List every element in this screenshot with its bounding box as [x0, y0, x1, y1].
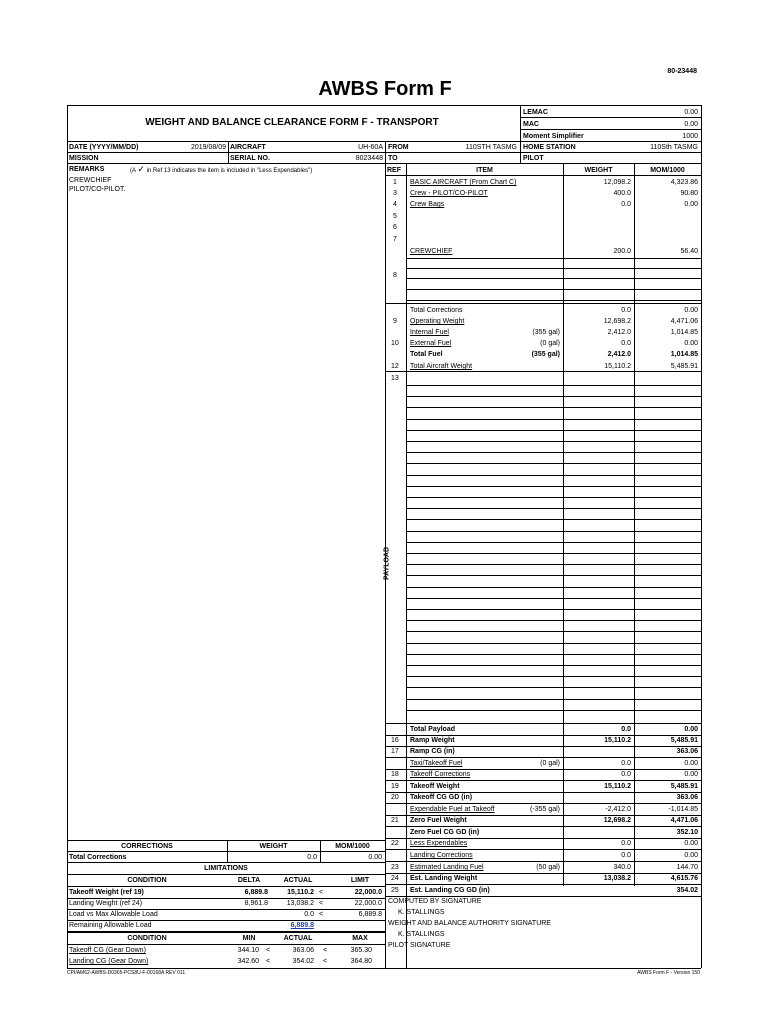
remarks-note-post: in Ref 13 indicates the item is included in "Less Expendables"): [146, 168, 313, 174]
grid-line: [385, 723, 701, 724]
col-ref-right: [406, 163, 407, 968]
bottom-item: Zero Fuel Weight: [410, 817, 467, 824]
total-aircraft-weight: 15,110.2: [604, 363, 631, 370]
cg-min: 344.10: [237, 947, 259, 954]
bottom-weight: 12,698.2: [603, 817, 631, 824]
bottom-item: Zero Fuel CG GD (in): [410, 829, 480, 836]
lemac-label: LEMAC: [523, 109, 548, 116]
corrections-label: CORRECTIONS: [121, 843, 173, 850]
total-aircraft-mom: 5,485.91: [670, 363, 698, 370]
payload-line: [406, 475, 701, 476]
row-weight: 0.0: [621, 201, 631, 208]
total-corrections-label: Total Corrections: [69, 854, 127, 861]
bottom-mom: 0.00: [684, 852, 698, 859]
bottom-item: Takeoff Weight: [410, 783, 460, 790]
cg-max: 365.30: [350, 947, 372, 954]
payload-line: [406, 710, 701, 711]
internal-fuel-item: Internal Fuel: [410, 329, 449, 336]
internal-fuel-weight: 2,412.0: [607, 329, 631, 336]
row-mom: 90.80: [680, 190, 698, 197]
serial-value: 8023448: [355, 155, 383, 162]
payload-line: [406, 575, 701, 576]
bottom-weight: 0.0: [621, 771, 631, 778]
payload-line: [406, 609, 701, 610]
form-subtitle: WEIGHT AND BALANCE CLEARANCE FORM F - TRANSPORT: [145, 117, 439, 128]
bottom-item: Taxi/Takeoff Fuel: [410, 760, 463, 767]
footer-right: AWBS Form F - Version 150: [637, 970, 700, 976]
bottom-mom: 5,485.91: [670, 737, 698, 744]
limitation-limit: 22,000.0: [354, 900, 382, 907]
row-ref: 6: [393, 224, 397, 231]
mission-label: MISSION: [69, 155, 99, 162]
grid-line: [406, 258, 701, 259]
bottom-gal: (-355 gal): [530, 806, 560, 813]
actual-label: ACTUAL: [283, 877, 313, 884]
limitation-condition: Landing Weight (ref 24): [69, 900, 143, 907]
cg-actual: 354.02: [292, 958, 314, 965]
payload-line: [406, 699, 701, 700]
bottom-item: Less Expendables: [410, 840, 468, 847]
limitations-label: LIMITATIONS: [204, 865, 248, 872]
row-ref: 7: [393, 236, 397, 243]
payload-line: [406, 631, 701, 632]
bottom-weight: 0.0: [621, 840, 631, 847]
bottom-mom: 363.06: [676, 794, 698, 801]
limitation-actual: 15,110.2: [287, 889, 314, 896]
ref-13: 13: [391, 375, 399, 382]
payload-line: [406, 519, 701, 520]
bottom-ref: 21: [391, 817, 399, 824]
from-label: FROM: [388, 144, 409, 151]
corrections-mom-label: MOM/1000: [335, 843, 370, 850]
divider: [67, 141, 701, 142]
remarks-note: [130, 164, 312, 177]
bottom-item: Landing Corrections: [410, 852, 473, 859]
cg-condition: Takeoff CG (Gear Down): [69, 947, 146, 954]
cg-operator: <: [265, 958, 271, 965]
bottom-weight: -2,412.0: [605, 806, 631, 813]
total-fuel-gal: (355 gal): [531, 351, 560, 358]
bottom-item: Expendable Fuel at Takeoff: [410, 806, 495, 813]
payload-line: [406, 385, 701, 386]
bottom-ref: 18: [391, 771, 399, 778]
grid-line: [406, 278, 701, 279]
grid-line: [385, 371, 701, 372]
bottom-weight: 340.0: [613, 864, 631, 871]
limitation-operator: <: [318, 900, 324, 907]
bottom-ref: 24: [391, 875, 399, 882]
limitation-condition: Takeoff Weight (ref 19): [69, 889, 144, 896]
bottom-weight: 13,038.2: [603, 875, 631, 882]
row-mom: 4,323.86: [670, 179, 698, 186]
operating-weight-weight: 12,698.2: [603, 318, 631, 325]
payload-line: [406, 497, 701, 498]
authority-label: WEIGHT AND BALANCE AUTHORITY SIGNATURE: [388, 920, 551, 927]
divider: [385, 141, 386, 163]
moment-value: 1000: [682, 133, 698, 140]
cg-operator: <: [322, 947, 328, 954]
bottom-mom: 4,615.76: [670, 875, 698, 882]
left-total-corr-mom: 0.00: [368, 854, 382, 861]
limitation-condition: Remaining Allowable Load: [69, 922, 152, 929]
bottom-mom: 352.10: [676, 829, 698, 836]
payload-line: [406, 419, 701, 420]
cg-condition: Landing CG (Gear Down): [69, 958, 149, 965]
bottom-ref: 19: [391, 783, 399, 790]
mom-header: MOM/1000: [650, 167, 685, 174]
ref-8: 8: [393, 272, 397, 279]
frame-top: [67, 105, 701, 106]
date-label: DATE (YYYY/MM/DD): [69, 144, 139, 151]
corrections-weight-label: WEIGHT: [259, 843, 288, 850]
remarks-note-pre: (A: [130, 168, 136, 174]
divider: [520, 105, 521, 163]
payload-line: [406, 486, 701, 487]
payload-line: [406, 441, 701, 442]
payload-line: [406, 676, 701, 677]
frame-right: [701, 105, 702, 968]
bottom-mom: 363.06: [676, 748, 698, 755]
payload-line: [406, 665, 701, 666]
pilot-signature-label: PILOT SIGNATURE: [388, 942, 451, 949]
divider: [67, 152, 701, 153]
limitation-condition: Load vs Max Allowable Load: [69, 911, 158, 918]
cg-actual: 363.06: [292, 947, 314, 954]
aircraft-value: UH-60A: [358, 144, 383, 151]
bottom-item: Ramp CG (in): [410, 748, 455, 755]
computed-by-name: K. STALLINGS: [398, 909, 445, 916]
serial-label: SERIAL NO.: [230, 155, 270, 162]
computed-by-label: COMPUTED BY SIGNATURE: [388, 898, 482, 905]
payload-line: [406, 430, 701, 431]
total-corrections-mom: 0.00: [684, 307, 698, 314]
bottom-mom: 0.00: [684, 771, 698, 778]
operating-weight-mom: 4,471.06: [670, 318, 698, 325]
bottom-weight: 0.0: [621, 852, 631, 859]
bottom-mom: 354.02: [676, 887, 698, 894]
limit-label: LIMIT: [350, 877, 370, 884]
total-aircraft-item: Total Aircraft Weight: [410, 363, 473, 370]
payload-line: [406, 687, 701, 688]
max-label: MAX: [352, 935, 368, 942]
payload-line: [406, 463, 701, 464]
from-value: 110STH TASMG: [465, 144, 517, 151]
total-fuel-item: Total Fuel: [410, 351, 443, 358]
cg-operator: <: [322, 958, 328, 965]
frame-left: [67, 105, 68, 968]
home-station-label: HOME STATION: [523, 144, 576, 151]
weight-header: WEIGHT: [584, 167, 613, 174]
external-fuel-item: External Fuel: [410, 340, 452, 347]
payload-line: [406, 508, 701, 509]
row-item: Crew Bags: [410, 201, 445, 208]
check-icon: ✓: [137, 164, 145, 174]
payload-line: [406, 407, 701, 408]
payload-line: [406, 643, 701, 644]
bottom-weight: 15,110.2: [604, 783, 631, 790]
bottom-mom: -1,014.85: [668, 806, 698, 813]
pilot-label: PILOT: [523, 155, 544, 162]
bottom-weight: 15,110.2: [604, 737, 631, 744]
bottom-item: Estimated Landing Fuel: [410, 864, 484, 871]
payload-line: [406, 531, 701, 532]
frame-bottom: [67, 968, 701, 969]
grid-line: [385, 303, 701, 304]
moment-label: Moment Simplifier: [523, 133, 584, 140]
authority-name: K. STALLINGS: [398, 931, 445, 938]
row-ref: 3: [393, 190, 397, 197]
row-mom: 56.40: [680, 248, 698, 255]
payload-line: [406, 654, 701, 655]
aircraft-label: AIRCRAFT: [230, 144, 266, 151]
bottom-item: Est. Landing CG GD (in): [410, 887, 490, 894]
row-ref: 4: [393, 201, 397, 208]
limitation-delta: 6,889.8: [244, 889, 268, 896]
limitation-limit: 6,889.8: [358, 911, 382, 918]
bottom-mom: 5,485.91: [670, 783, 698, 790]
grid-line: [406, 300, 701, 301]
row-mom: 0.00: [684, 201, 698, 208]
row-weight: 400.0: [613, 190, 631, 197]
bottom-mom: 0.00: [684, 726, 698, 733]
limitation-delta: 8,961.8: [244, 900, 268, 907]
payload-line: [406, 598, 701, 599]
external-fuel-mom: 0.00: [684, 340, 698, 347]
payload-line: [406, 553, 701, 554]
condition-label: CONDITION: [127, 877, 167, 884]
footer-left: CPI/AM62-AWBS-D0365-PCS8U-F-00168A REV 011: [67, 970, 186, 976]
bottom-item: Takeoff Corrections: [410, 771, 471, 778]
external-fuel-gal: (0 gal): [540, 340, 560, 347]
bottom-gal: (0 gal): [540, 760, 560, 767]
limitation-operator: <: [318, 911, 324, 918]
limitation-actual: 0.0: [304, 911, 314, 918]
divider: [228, 141, 229, 163]
remarks-line-1: CREWCHIEF: [69, 177, 112, 184]
payload-label: PAYLOAD: [383, 546, 391, 581]
row-weight: 200.0: [613, 248, 631, 255]
bottom-gal: (50 gal): [536, 864, 560, 871]
bottom-ref: 16: [391, 737, 399, 744]
ref-9: 9: [393, 318, 397, 325]
operating-weight-item: Operating Weight: [410, 318, 465, 325]
date-value: 2019/08/09: [190, 144, 226, 151]
payload-line: [406, 542, 701, 543]
internal-fuel-gal: (355 gal): [532, 329, 560, 336]
row-weight: 12,098.2: [603, 179, 631, 186]
bottom-mom: 0.00: [684, 840, 698, 847]
row-ref: 5: [393, 213, 397, 220]
total-fuel-mom: 1,014.85: [670, 351, 698, 358]
mac-label: MAC: [523, 121, 539, 128]
cg-max: 364.80: [350, 958, 372, 965]
payload-line: [406, 452, 701, 453]
grid-line: [406, 289, 701, 290]
remarks-label: REMARKS: [69, 166, 105, 173]
delta-label: DELTA: [237, 877, 261, 884]
bottom-mom: 4,471.06: [670, 817, 698, 824]
ref-10: 10: [391, 340, 399, 347]
total-corrections-item: Total Corrections: [410, 307, 463, 314]
row-item: Crew - PILOT/CO-PILOT: [410, 190, 488, 197]
payload-line: [406, 620, 701, 621]
bottom-ref: 20: [391, 794, 399, 801]
bottom-ref: 23: [391, 864, 399, 871]
cg-condition-label: CONDITION: [127, 935, 167, 942]
bottom-item: Est. Landing Weight: [410, 875, 478, 882]
bottom-item: Total Payload: [410, 726, 455, 733]
bottom-weight: 0.0: [621, 760, 631, 767]
limitation-actual: 6,889.8: [290, 922, 314, 929]
left-total-corr-weight: 0.0: [307, 854, 317, 861]
internal-fuel-mom: 1,014.85: [670, 329, 698, 336]
payload-line: [406, 587, 701, 588]
total-fuel-weight: 2,412.0: [607, 351, 631, 358]
limitation-limit: 22,000.0: [354, 889, 382, 896]
ref-12: 12: [391, 363, 399, 370]
item-header: ITEM: [476, 167, 493, 174]
cg-min: 342.60: [237, 958, 259, 965]
bottom-item: Ramp Weight: [410, 737, 455, 744]
page-title: AWBS Form F: [318, 78, 452, 100]
form-number: 80-23448: [667, 68, 697, 75]
bottom-item: Takeoff CG GD (in): [410, 794, 473, 801]
remarks-line-2: PILOT/CO-PILOT.: [69, 186, 126, 193]
limitation-actual: 13,038.2: [286, 900, 314, 907]
total-corrections-weight: 0.0: [621, 307, 631, 314]
home-station-value: 110Sth TASMG: [650, 144, 698, 151]
row-ref: 1: [393, 179, 397, 186]
payload-line: [406, 564, 701, 565]
external-fuel-weight: 0.0: [621, 340, 631, 347]
grid-line: [406, 268, 701, 269]
lemac-value: 0.00: [684, 109, 698, 116]
to-label: TO: [388, 155, 398, 162]
row-item: CREWCHIEF: [410, 248, 453, 255]
divider: [385, 175, 701, 176]
bottom-ref: 25: [391, 887, 399, 894]
mac-value: 0.00: [684, 121, 698, 128]
ref-header: REF: [387, 167, 401, 174]
bottom-ref: 22: [391, 840, 399, 847]
bottom-mom: 0.00: [684, 760, 698, 767]
payload-line: [406, 396, 701, 397]
bottom-mom: 144.70: [676, 864, 698, 871]
limitation-operator: <: [318, 889, 324, 896]
row-item: BASIC AIRCRAFT (From Chart C): [410, 179, 517, 186]
cg-actual-label: ACTUAL: [283, 935, 313, 942]
min-label: MIN: [242, 935, 256, 942]
cg-operator: <: [265, 947, 271, 954]
bottom-weight: 0.0: [621, 726, 631, 733]
bottom-ref: 17: [391, 748, 399, 755]
